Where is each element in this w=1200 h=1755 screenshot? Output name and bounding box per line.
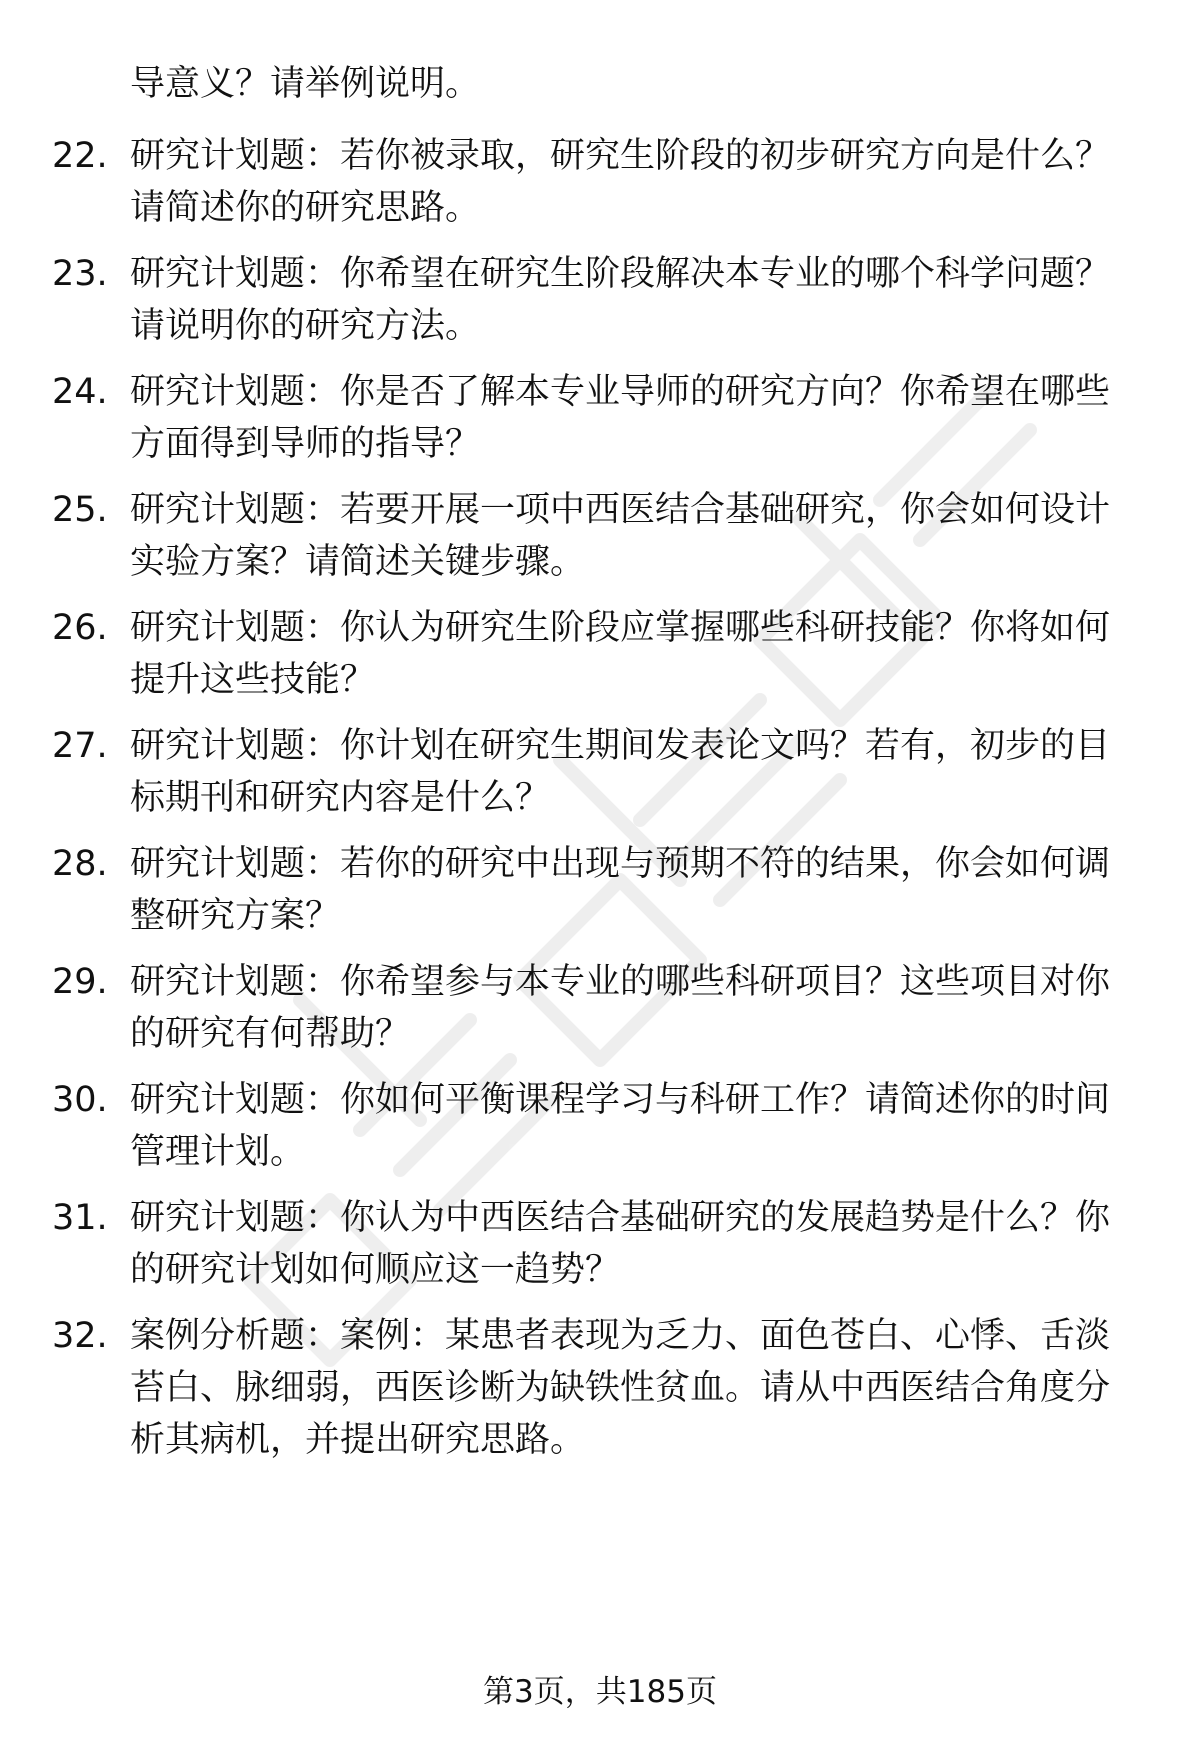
question-number: 31. bbox=[52, 1198, 108, 1238]
question-line: 研究计划题：若你的研究中出现与预期不符的结果，你会如何调 bbox=[130, 844, 1111, 884]
question-text bbox=[130, 1074, 1150, 1178]
question-line: 研究计划题：你希望在研究生阶段解决本专业的哪个科学问题？ bbox=[130, 254, 1111, 294]
question-line: 请说明你的研究方法。 bbox=[130, 306, 481, 346]
question-line: 研究计划题：你如何平衡课程学习与科研工作？请简述你的时间 bbox=[130, 1080, 1111, 1120]
question-line: 研究计划题：你是否了解本专业导师的研究方向？你希望在哪些 bbox=[130, 372, 1111, 412]
question-number: 28. bbox=[52, 844, 108, 884]
question-line: 方面得到导师的指导？ bbox=[130, 424, 481, 464]
question-line: 实验方案？请简述关键步骤。 bbox=[130, 542, 586, 582]
question-text bbox=[130, 484, 1150, 588]
question-line: 研究计划题：你认为研究生阶段应掌握哪些科研技能？你将如何 bbox=[130, 608, 1111, 648]
question-number: 25. bbox=[52, 490, 108, 530]
question-text bbox=[130, 720, 1150, 824]
question-line: 研究计划题：若你被录取，研究生阶段的初步研究方向是什么？ bbox=[130, 136, 1111, 176]
question-text bbox=[130, 248, 1150, 352]
question-number: 27. bbox=[52, 726, 108, 766]
question-line: 提升这些技能？ bbox=[130, 660, 376, 700]
question-line: 的研究计划如何顺应这一趋势？ bbox=[130, 1250, 621, 1290]
question-line: 请简述你的研究思路。 bbox=[130, 188, 481, 228]
question-line: 标期刊和研究内容是什么？ bbox=[130, 778, 551, 818]
question-text bbox=[130, 838, 1150, 942]
question-line: 研究计划题：若要开展一项中西医结合基础研究，你会如何设计 bbox=[130, 490, 1111, 530]
question-line: 研究计划题：你希望参与本专业的哪些科研项目？这些项目对你 bbox=[130, 962, 1111, 1002]
question-number: 30. bbox=[52, 1080, 108, 1120]
question-line: 管理计划。 bbox=[130, 1132, 306, 1172]
question-text bbox=[130, 1192, 1150, 1296]
question-text bbox=[130, 366, 1150, 470]
question-number: 32. bbox=[52, 1316, 108, 1356]
question-line: 研究计划题：你计划在研究生期间发表论文吗？若有，初步的目 bbox=[130, 726, 1111, 766]
question-text bbox=[130, 1310, 1150, 1466]
continued-question-text: 导意义？请举例说明。 bbox=[130, 64, 481, 104]
page-footer: 第3页，共185页 bbox=[483, 1674, 717, 1710]
question-line: 研究计划题：你认为中西医结合基础研究的发展趋势是什么？你 bbox=[130, 1198, 1111, 1238]
question-line: 析其病机，并提出研究思路。 bbox=[130, 1420, 586, 1460]
question-number: 22. bbox=[52, 136, 108, 176]
question-line: 案例分析题：案例：某患者表现为乏力、面色苍白、心悸、舌淡 bbox=[130, 1316, 1111, 1356]
question-text bbox=[130, 602, 1150, 706]
question-text bbox=[130, 130, 1150, 234]
question-line: 整研究方案？ bbox=[130, 896, 341, 936]
question-number: 26. bbox=[52, 608, 108, 648]
question-text bbox=[130, 956, 1150, 1060]
question-number: 24. bbox=[52, 372, 108, 412]
question-line: 的研究有何帮助？ bbox=[130, 1014, 411, 1054]
question-number: 29. bbox=[52, 962, 108, 1002]
question-line: 苔白、脉细弱，西医诊断为缺铁性贫血。请从中西医结合角度分 bbox=[130, 1368, 1111, 1408]
question-number: 23. bbox=[52, 254, 108, 294]
